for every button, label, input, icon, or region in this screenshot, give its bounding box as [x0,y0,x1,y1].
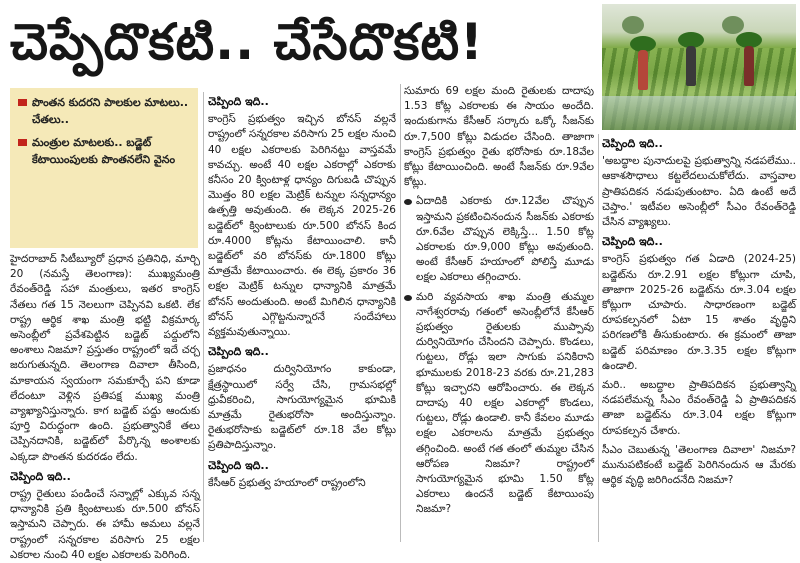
bullet-icon [18,99,27,106]
highlight-item: మంత్రుల మాటలకు.. బడ్జెట్ కేటాయింపులకు పొంతనలేని వైనం [18,134,190,168]
paragraph: కేసీఆర్ ప్రభుత్వ హయాంలో రాష్ట్రంలోని [208,476,366,489]
subheading: చెప్పింది ఇది.. [602,235,663,249]
bullet-paragraph: ఏదాదికి ఎకరాకు రూ.12వేల చొప్పున ఇస్తామని ప్రకటించినందున సీజన్‌కు ఎకరాకు రూ.6వేల చొప్పున లెక్కిస్తే... 1.50 కోట్ల ఎకరాలకు రూ.9,000 కోట్లు అవుతుంది. అంటే కేసీఆర్ హయాంలో పోలిస్తే మూడు లక్షల ఎకరాలు తగ్గించారు. [404,194,594,289]
paragraph: 'అబద్ధాల పునాదులపై ప్రభుత్వాన్ని నడపలేము.. ఆకాశసౌధాలు కట్టలేదలుచుకోలేదు. వాస్తవాల ప్రాతిపదికన నడుపుతుంటాం. ఏది ఉంటే అదే చెప్తాం.' ఇటీవల అసెంబ్లీలో సీఎం రేవంత్‌రెడ్డి చేసిన వ్యాఖ్యలు. [602,155,796,229]
farmer-figure [686,46,696,86]
farmer-figure [744,46,754,86]
subheading: చెప్పింది ఇది.. [208,345,269,359]
paragraph: కాంగ్రెస్ ప్రభుత్వం గత ఏడాది (2024-25) బడ్జెట్‌ను రూ.2.91 లక్షల కోట్లుగా చూపి, తాజాగా 2025-26 బడ్జెట్‌ను రూ.3.04 లక్షల కోట్లుగా చూపారు. సాధారణంగా బడ్జెట్ రూపకల్పనలో ఏటా 15 శాతం వృద్ధిని పరిగణలోకి తీసుకుంటారు. ఈ క్రమంలో తాజా బడ్జెట్ పరిమాణం రూ.3.35 లక్షల కోట్లుగా ఉండాలి. [602,253,796,372]
subheading: చెప్పింది ఇది.. [208,95,269,108]
bullet-icon [404,295,412,301]
paragraph: రాష్ట్ర రైతులు పండించే సన్నాల్లో ఎక్కువ సన్న ధాన్యానికి ప్రతి క్వింటాలుకు రూ.500 బోనస్ ఇస్తామని చెప్పారు. ఈ హామీ అమలు వల్లనే రాష్ట్రంలో సన్నరకాల వరిసాగు 25 లక్షల ఎకరాల నుంచి 40 లక్షల ఎకరాలకు పెరిగింది. [10,488,200,561]
headline: చెప్పేదొకటి.. చేసేదొకటి! [10,13,484,71]
paragraph: కాంగ్రెస్ ప్రభుత్వం ఇచ్చిన బోనస్ వల్లనే రాష్ట్రంలో సన్నరకాల వరిసాగు 25 లక్షల నుంచి 40 లక్షల ఎకరాలకు పెరిగినట్టు వాస్తవమే కావచ్చు. అంటే 40 లక్షల ఎకరాల్లో ఎకరాకు కనీసం 20 క్వింటాళ్ల ధాన్యం దిగుబడి చొప్పున మొత్తం 80 లక్షల మెట్రిక్ టన్నుల సన్నధాన్యం ఉత్పత్తి అవుతుంది. ఈ లెక్కన 2025-26 బడ్జెట్‌లో క్వింటాలుకు రూ.500 బోనస్ కింద రూ.4000 కోట్లను కేటాయించాలి. కానీ బడ్జెట్‌లో వరి బోనస్‌కు రూ.1800 కోట్లు మాత్రమే కేటాయించారు. ఈ లెక్క ప్రకారం 36 లక్షల మెట్రిక్ టన్నుల ధాన్యానికి మాత్రమే బోనస్ అందుతుంది. అంటే మిగిలిన ధాన్యానికి బోనస్ ఎగ్గొట్టనున్నారనే సందేహాలు వ్యక్తమవుతున్నాయి. [208,113,396,339]
tree-icon [622,16,644,34]
intro-paragraph: హైదరాబాద్ సిటీబ్యూరో ప్రధాన ప్రతినిధి, మార్చి 20 (నమస్తే తెలంగాణ): ముఖ్యమంత్రి రేవంత్‌రెడ్డి సహా మంత్రులు, ఇతర కాంగ్రెస్ నేతలు గత 15 నెలలుగా చెప్పినవి ఒకటి. లేక రాష్ట్ర ఆర్థిక శాఖ మంత్రి భట్టి విక్రమార్క అసెంబ్లీలో ప్రవేశపెట్టిన బడ్జెట్ పద్దులోని అంశాలు నిజమా? ప్రస్తుతం రాష్ట్రంలో ఇదే చర్చ జరుగుతున్నది. తెలంగాణ దివాలా తీసింది, మాకాయన స్వయంగా సమకూర్చే పని కూడా లేదంటూ వెళ్లిన ప్రతిపక్ష ముఖ్య మంత్రి వ్యాఖ్యానిస్తున్నారు. కాగ బడ్జెట్ పద్దు ఆందుకు పూర్తి విరుద్ధంగా ఉంది. ప్రభుత్వానికే తలు చెప్పినదానికి, బడ్జెట్‌లో పేర్కొన్న అంశాలకు ఎక్కడా పొంతన కుదరడం లేదు. [10,253,200,463]
subheading: చెప్పింది ఇది.. [208,458,269,472]
article-column-2 [208,92,396,542]
article-column-4 [602,134,796,542]
paragraph: మరి.. అబద్ధాల ప్రాతిపదికన ప్రభుత్వాన్ని నడపలేమన్న సీఎం రేవంత్‌రెడ్డి ఏ ప్రాతిపదికన తాజా బడ్జెట్‌ను రూ.3.04 లక్షల కోట్లుగా రూపకల్పన చేశారు. [602,379,796,437]
paragraph: సుమారు 69 లక్షల మంది రైతులకు దాదాపు 1.53 కోట్ల ఎకరాలకు ఈ సాయం అందేది. ఇందుకుగాను కేసీఆర్ సర్కారు ఒక్కో సీజన్‌కు రూ.7,500 కోట్లు విడుదల చేసింది. తాజాగా కాంగ్రెస్ ప్రభుత్వం రైతు భరోసాకు రూ.18వేల కోట్లు కేటాయించింది. అంటే సీజన్‌కు రూ.9వేల కోట్లు. [404,85,594,189]
highlights-box [10,88,198,248]
bullet-paragraph: మరి వ్యవసాయ శాఖ మంత్రి తుమ్మల నాగేశ్వరరావు గతంలో అసెంబ్లీలోనే కేసీఆర్ ప్రభుత్వం రైతులకు ముప్పావు దుర్వినియోగం చేసిందని చెప్పారు. కొండలు, గుట్టలు, రోడ్లు ఇలా సాగుకు పనికిరాని భూములకు 2018-23 వరకు రూ.21,283 కోట్లు ఇచ్చారని ఆరోపించారు. ఈ లెక్కన దాదాపు 40 లక్షల ఎకరాల్లో కొండలు, గుట్టలు, రోడ్లు ఉండాలి. కానీ కేవలం మూడు లక్షల ఎకరాలను మాత్రమే ప్రభుత్వం తగ్గించింది. అంటే గత తంలో తుమ్మల చేసిన ఆరోపణ నిజమా? రాష్ట్రంలో సాగుయోగ్యమైన భూమి 1.50 కోట్ల ఎకరాలు ఉందనే బడ్జెట్ కేటాయింపు నిజమా? [404,290,594,522]
paragraph: ప్రజాధనం దుర్వినియోగం కాకుండా, క్షేత్రస్థాయిలో సర్వే చేసి, గ్రామసభల్లో ధ్రువీకరించి, సాగుయోగ్యమైన భూమికి మాత్రమే రైతుభరోసా అందిస్తున్నాం. రైతుభరోసాకు బడ్జెట్‌లో రూ.18 వేల కోట్లు ప్రతిపాదిస్తున్నాం. [208,363,396,452]
highlight-item: పొంతన కుదరని పాలకుల మాటలు.. చేతలు.. [18,94,190,128]
farmer-figure [638,50,648,90]
bullet-icon [404,199,412,205]
paragraph: సీఎం చెబుతున్న 'తెలంగాణ దివాలా' నిజమా? మునుపటికంటే బడ్జెట్ పెరిగినందున ఆ మేరకు ఆర్థిక వృద్ధి జరిగిందనేది నిజమా? [602,443,796,487]
tree-icon [722,16,744,34]
article-column-1 [10,252,200,561]
bullet-icon [18,139,27,146]
farmers-photo [602,4,796,130]
article-column-3 [404,84,594,542]
subheading: చెప్పింది ఇది.. [602,137,663,150]
subheading: చెప్పింది ఇది.. [10,469,71,483]
